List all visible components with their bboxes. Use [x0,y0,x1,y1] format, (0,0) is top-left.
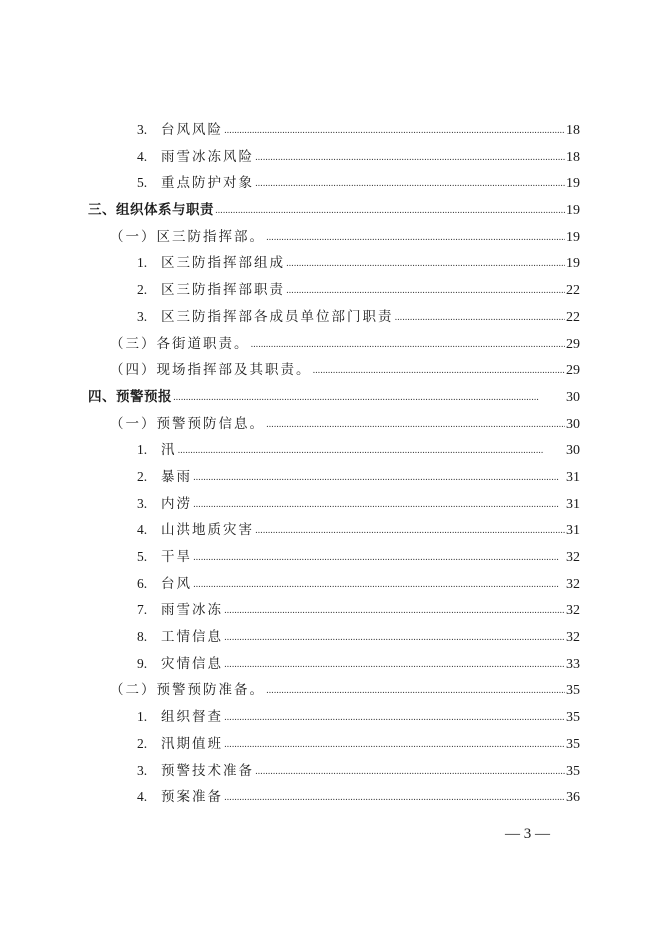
toc-entry-title: 台风风险 [161,122,223,138]
toc-entry-page: 29 [566,336,580,352]
dot-leader [173,383,565,412]
dot-leader [224,650,565,679]
toc-section-entry[interactable] [0,224,662,251]
toc-entry[interactable] [0,571,662,598]
toc-entry-number: 4. [137,522,148,538]
toc-entry-page: 19 [566,176,580,192]
toc-entry-title: 预警技术准备 [161,762,254,779]
toc-entry-title: 组织督查 [161,709,223,726]
toc-entry-page: 30 [566,416,580,432]
toc-entry-page: 31 [566,496,580,512]
toc-entry[interactable] [0,784,662,811]
toc-entry-title: 雨雪冰冻 [161,602,223,619]
dot-leader [224,116,565,145]
toc-entry[interactable] [0,597,662,624]
dot-leader [266,676,565,705]
toc-section-entry[interactable] [0,677,662,704]
toc-chapter-entry[interactable] [0,384,662,411]
toc-entry-number: 7. [137,602,148,618]
toc-entry-number: 2. [137,468,148,484]
toc-entry-page: 31 [566,523,580,539]
toc-entry[interactable] [0,250,662,277]
toc-entry-title: 汛期值班 [161,735,223,752]
toc-entry-page: 29 [566,363,580,379]
toc-entry[interactable] [0,170,662,197]
toc-entry-page: 35 [566,763,580,779]
toc-entry-page: 18 [566,149,580,165]
toc-entry-title: （二）预警预防准备。 [110,682,265,699]
toc-entry-page: 32 [566,603,580,619]
toc-entry-title: （四）现场指挥部及其职责。 [110,362,312,379]
toc-section-entry[interactable] [0,357,662,384]
toc-entry-title: 内涝 [161,495,192,512]
toc-entry-number: 1. [137,442,148,458]
toc-entry-page: 32 [566,576,580,592]
toc-entry-title: 雨雪冰冻风险 [161,148,254,165]
toc-entry-page: 19 [566,229,580,245]
dot-leader [193,490,565,519]
toc-entry-title: 灾情信息 [161,655,223,672]
toc-entry[interactable] [0,624,662,651]
toc-entry-title: 重点防护对象 [161,175,254,192]
dot-leader [251,330,566,359]
dot-leader [395,303,566,332]
toc-entry[interactable] [0,437,662,464]
toc-entry-number: 5. [137,549,148,564]
toc-entry-number: 2. [137,282,148,298]
toc-entry-page: 36 [566,790,580,806]
toc-entry-page: 19 [566,203,580,219]
toc-entry-page: 18 [566,123,580,138]
toc-entry-title: （一）预警预防信息。 [110,415,265,432]
toc-entry-number: 3. [137,762,148,778]
dot-leader [224,623,565,652]
dot-leader [215,196,565,225]
toc-entry[interactable] [0,731,662,758]
dot-leader [255,169,565,198]
toc-entry-page: 35 [566,736,580,752]
toc-entry[interactable] [0,517,662,544]
toc-entry-number: 3. [137,308,148,324]
dot-leader [193,543,565,572]
toc-entry-number: 4. [137,789,148,805]
dot-leader [224,596,565,625]
toc-entry-title: 三、组织体系与职责 [88,202,214,219]
table-of-contents [0,117,662,811]
toc-entry[interactable] [0,651,662,678]
toc-entry-number: 8. [137,629,148,645]
toc-entry[interactable] [0,544,662,571]
dot-leader [286,276,565,305]
dot-leader [224,783,565,812]
toc-entry-page: 30 [566,389,580,405]
toc-entry-number: 1. [137,709,148,725]
dot-leader [224,730,565,759]
dot-leader [286,249,565,278]
toc-entry-page: 19 [566,256,580,272]
toc-entry-title: 汛 [161,442,177,459]
toc-entry[interactable] [0,464,662,491]
toc-entry-title: 山洪地质灾害 [161,522,254,539]
toc-entry-number: 9. [137,655,148,671]
dot-leader [255,757,565,786]
toc-entry-page: 33 [566,656,580,672]
dot-leader [178,436,566,465]
toc-chapter-entry[interactable] [0,197,662,224]
dot-leader [255,516,565,545]
page-number-footer: — 3 — [505,826,550,842]
toc-entry-title: 区三防指挥部职责 [161,282,285,299]
dot-leader [224,703,565,732]
toc-entry-title: 区三防指挥部各成员单位部门职责 [161,308,394,325]
toc-entry[interactable] [0,117,662,144]
toc-entry[interactable] [0,277,662,304]
toc-entry[interactable] [0,704,662,731]
toc-entry-title: （三）各街道职责。 [110,335,250,352]
toc-entry[interactable] [0,304,662,331]
toc-entry-title: 干旱 [161,549,192,565]
toc-entry-page: 32 [566,630,580,646]
toc-entry[interactable] [0,144,662,171]
toc-entry-page: 32 [566,550,580,565]
toc-entry-number: 6. [137,575,148,591]
toc-entry-title: 台风 [161,575,192,592]
toc-entry-number: 5. [137,175,148,191]
dot-leader [313,356,566,385]
toc-entry[interactable] [0,758,662,785]
toc-entry[interactable] [0,491,662,518]
toc-entry-number: 2. [137,735,148,751]
toc-entry-title: 区三防指挥部组成 [161,255,285,272]
toc-section-entry[interactable] [0,331,662,358]
toc-entry-page: 22 [566,309,580,325]
toc-entry-title: 暴雨 [161,468,192,485]
toc-entry-page: 22 [566,283,580,299]
toc-entry-page: 30 [566,443,580,459]
toc-entry-number: 3. [137,495,148,511]
toc-entry-page: 35 [566,683,580,699]
dot-leader [193,570,565,599]
dot-leader [255,143,565,172]
toc-entry-number: 3. [137,122,148,137]
dot-leader [193,463,565,492]
toc-entry-title: 工情信息 [161,629,223,646]
toc-entry-page: 35 [566,710,580,726]
toc-entry-title: 预案准备 [161,789,223,806]
toc-entry-page: 31 [566,469,580,485]
toc-entry-number: 1. [137,255,148,271]
dot-leader [266,223,565,252]
dot-leader [266,410,565,439]
toc-section-entry[interactable] [0,411,662,438]
toc-entry-number: 4. [137,148,148,164]
toc-entry-title: （一）区三防指挥部。 [110,228,265,245]
toc-entry-title: 四、预警预报 [88,388,172,405]
